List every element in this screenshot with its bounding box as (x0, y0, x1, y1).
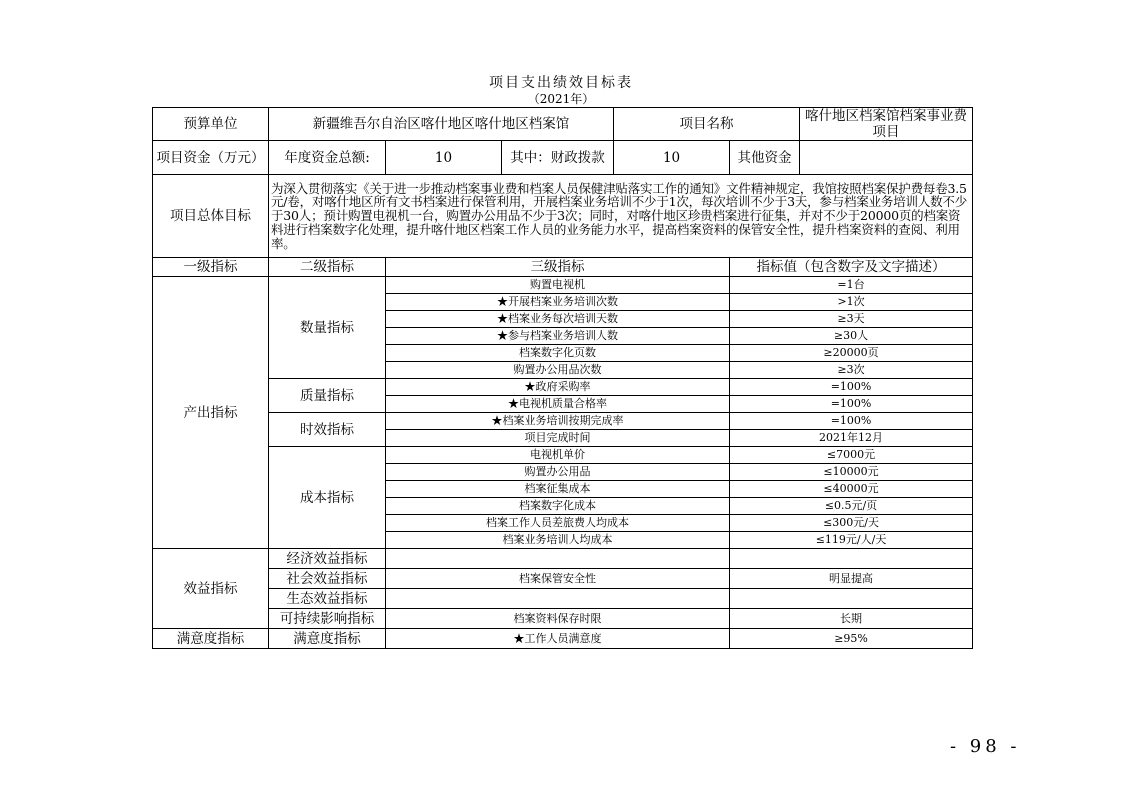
column-header-value: 指标值（包含数字及文字描述） (730, 258, 973, 277)
indicator-name: 档案征集成本 (386, 481, 730, 498)
indicator-name: 档案数字化成本 (386, 498, 730, 515)
column-header-level3: 三级指标 (386, 258, 730, 277)
satisfaction-indicator-label: 满意度指标 (153, 629, 269, 649)
indicator-name: ★工作人员满意度 (386, 629, 730, 649)
economic-benefit-label: 经济效益指标 (269, 549, 386, 569)
indicator-value: =100% (730, 379, 973, 396)
benefit-indicator-label: 效益指标 (153, 549, 269, 629)
project-name-value: 喀什地区档案馆档案事业费项目 (800, 108, 973, 141)
table-row (153, 569, 973, 589)
indicator-name: 购置办公用品 (386, 464, 730, 481)
satisfaction-sub-label: 满意度指标 (269, 629, 386, 649)
indicator-name: ★电视机质量合格率 (386, 396, 730, 413)
indicator-name: ★档案业务培训按期完成率 (386, 413, 730, 430)
indicator-name: 项目完成时间 (386, 430, 730, 447)
indicator-value: ≥3次 (730, 362, 973, 379)
indicator-value: ≤7000元 (730, 447, 973, 464)
column-header-level2: 二级指标 (269, 258, 386, 277)
indicator-value: ≥20000页 (730, 345, 973, 362)
ecological-benefit-label: 生态效益指标 (269, 589, 386, 609)
table-row (153, 629, 973, 649)
indicator-name: 购置电视机 (386, 277, 730, 294)
indicator-name (386, 589, 730, 609)
indicator-value: =100% (730, 413, 973, 430)
overall-goal-label: 项目总体目标 (153, 175, 269, 258)
table-title: 项目支出绩效目标表 (489, 75, 633, 91)
indicator-name: ★开展档案业务培训次数 (386, 294, 730, 311)
indicator-value: ≤300元/天 (730, 515, 973, 532)
indicator-name: ★政府采购率 (386, 379, 730, 396)
indicator-value (730, 589, 973, 609)
row-overall-goal (153, 175, 973, 258)
indicator-value: =100% (730, 396, 973, 413)
other-funds-label: 其他资金 (730, 141, 800, 175)
indicator-value: 明显提高 (730, 569, 973, 589)
indicator-name (386, 549, 730, 569)
indicator-name: 档案业务培训人均成本 (386, 532, 730, 549)
sustainable-impact-label: 可持续影响指标 (269, 609, 386, 629)
indicator-name: 档案工作人员差旅费人均成本 (386, 515, 730, 532)
fiscal-label: 其中：财政拨款 (502, 141, 614, 175)
indicator-value: ≤0.5元/页 (730, 498, 973, 515)
page-number: - 98 - (950, 736, 1021, 757)
annual-total-value: 10 (386, 141, 502, 175)
indicator-name: 档案数字化页数 (386, 345, 730, 362)
table-row (153, 447, 973, 464)
row-funds (153, 141, 973, 175)
indicator-name: 电视机单价 (386, 447, 730, 464)
indicator-value: =1台 (730, 277, 973, 294)
indicator-name: ★档案业务每次培训天数 (386, 311, 730, 328)
indicator-value: >1次 (730, 294, 973, 311)
annual-total-label: 年度资金总额: (269, 141, 386, 175)
indicator-value: 长期 (730, 609, 973, 629)
indicator-value (730, 549, 973, 569)
indicator-value: ≤40000元 (730, 481, 973, 498)
indicator-value: ≤10000元 (730, 464, 973, 481)
budget-unit-value: 新疆维吾尔自治区喀什地区喀什地区档案馆 (269, 108, 614, 141)
table-row (153, 549, 973, 569)
quantity-indicator-label: 数量指标 (269, 277, 386, 379)
indicator-value: ≥30人 (730, 328, 973, 345)
row-budget-unit (153, 108, 973, 141)
row-column-headers (153, 258, 973, 277)
performance-target-table (152, 107, 973, 649)
indicator-value: 2021年12月 (730, 430, 973, 447)
indicator-name: 档案资料保存时限 (386, 609, 730, 629)
table-row (153, 277, 973, 294)
cost-indicator-label: 成本指标 (269, 447, 386, 549)
indicator-value: ≥3天 (730, 311, 973, 328)
timeliness-indicator-label: 时效指标 (269, 413, 386, 447)
column-header-level1: 一级指标 (153, 258, 269, 277)
table-row (153, 413, 973, 430)
project-name-label: 项目名称 (614, 108, 800, 141)
quality-indicator-label: 质量指标 (269, 379, 386, 413)
table-row (153, 379, 973, 396)
other-funds-value (800, 141, 973, 175)
table-row (153, 609, 973, 629)
fiscal-value: 10 (614, 141, 730, 175)
indicator-name: 档案保管安全性 (386, 569, 730, 589)
indicator-value: ≤119元/人/天 (730, 532, 973, 549)
funds-label: 项目资金（万元） (153, 141, 269, 175)
overall-goal-text: 为深入贯彻落实《关于进一步推动档案事业费和档案人员保健津贴落实工作的通知》文件精神规定，我馆按照档案保护费每卷3.5元/卷，对喀什地区所有文书档案进行保管利用，开展档案业务培训不少于1次，每次培训不少于3天，参与档案业务培训人数不少于30人；预计购置电视机一台，购置办公用品不少于3次；同时，对喀什地区珍贵档案进行征集，并对不少于20000页的档案资料进行档案数字化处理，提升喀什地区档案工作人员的业务能力水平，提高档案资料的保管安全性，提升档案资料的查阅、利用率。 (269, 175, 973, 258)
table-row (153, 589, 973, 609)
budget-unit-label: 预算单位 (153, 108, 269, 141)
table-year: （2021年） (527, 92, 595, 106)
indicator-name: 购置办公用品次数 (386, 362, 730, 379)
indicator-value: ≥95% (730, 629, 973, 649)
social-benefit-label: 社会效益指标 (269, 569, 386, 589)
indicator-name: ★参与档案业务培训人数 (386, 328, 730, 345)
output-indicator-label: 产出指标 (153, 277, 269, 549)
